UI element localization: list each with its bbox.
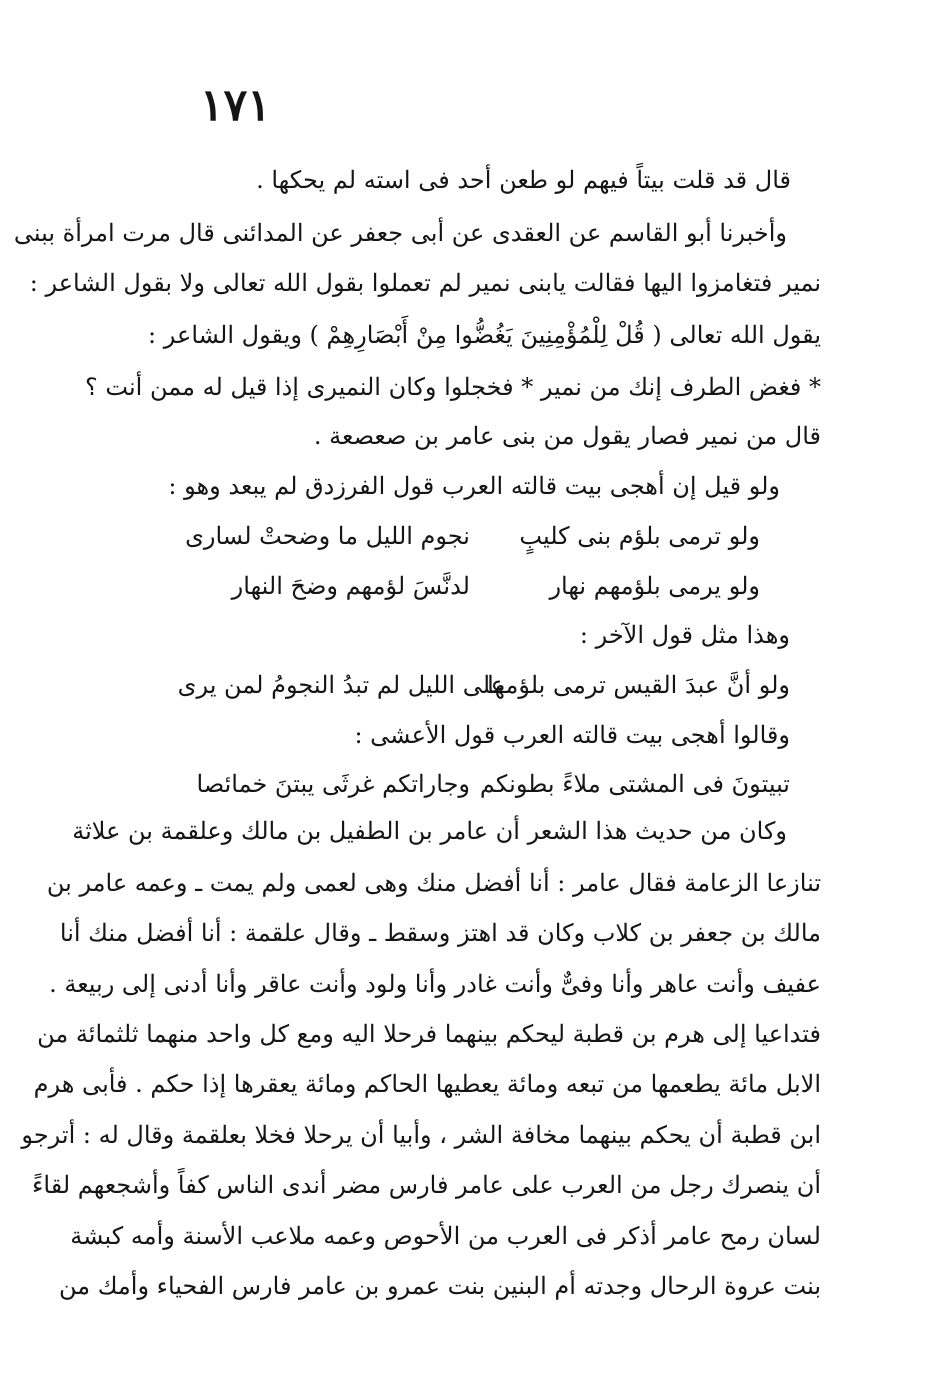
verse-3-first-hemistich: ولو أنَّ عبدَ القيس ترمى بلؤمها xyxy=(487,671,790,699)
text-line-2: وأخبرنا أبو القاسم عن العقدى عن أبى جعفر عن المدائنى قال مرت امرأة ببنى xyxy=(13,219,787,247)
verse-2 xyxy=(225,568,760,604)
verse-1-second-hemistich: نجوم الليل ما وضحتْ لسارى xyxy=(185,522,470,550)
verse-3-second-hemistich: على الليل لم تبدُ النجومُ لمن يرى xyxy=(177,671,505,699)
text-line-16: تنازعا الزعامة فقال عامر : أنا أفضل منك وهى لعمى ولم يمت ـ وعمه عامر بن xyxy=(46,869,821,897)
verse-2-second-hemistich: لدنَّسَ لؤمهم وضحَ النهار xyxy=(231,572,470,600)
text-line-3: نمير فتغامزوا اليها فقالت يابنى نمير لم تعملوا بقول الله تعالى ولا بقول الشاعر : xyxy=(29,269,821,297)
text-line-22: أن ينصرك رجل من العرب على عامر فارس مضر أندى الناس كفاً وأشجعهم لقاءً xyxy=(32,1171,821,1199)
text-line-20: الابل مائة يطعمها من تبعه ومائة يعطيها الحاكم ومائة يعقرها إذا حكم . فأبى هرم xyxy=(33,1070,821,1098)
text-line-1: قال قد قلت بيتاً فيهم لو طعن أحد فى استه لم يحكها . xyxy=(256,166,791,194)
verse-1 xyxy=(185,518,760,554)
verse-2-first-hemistich: ولو يرمى بلؤمهم نهار xyxy=(549,572,760,600)
text-line-18: عفيف وأنت عاهر وأنا وفىٌّ وأنت غادر وأنا ولود وأنت عاقر وأنا أدنى إلى ربيعة . xyxy=(49,970,821,998)
verse-4-first-hemistich: تبيتونَ فى المشتى ملاءً بطونكم xyxy=(479,770,790,798)
text-line-19: فتداعيا إلى هرم بن قطبة ليحكم بينهما فرحلا اليه ومع كل واحد منهما ثلثمائة من xyxy=(37,1020,821,1048)
text-line-11: وهذا مثل قول الآخر : xyxy=(579,621,790,649)
text-line-6: قال من نمير فصار يقول من بنى عامر بن صعصعة . xyxy=(313,422,821,450)
verse-1-first-hemistich: ولو ترمى بلؤم بنى كليبٍ xyxy=(519,522,760,550)
text-line-15: وكان من حديث هذا الشعر أن عامر بن الطفيل بن مالك وعلقمة بن علاثة xyxy=(72,817,787,845)
text-line-23: لسان رمح عامر أذكر فى العرب من الأحوص وعمه ملاعب الأسنة وأمه كبشة xyxy=(70,1222,821,1250)
verse-3 xyxy=(177,667,790,703)
text-line-4: يقول الله تعالى ( قُلْ لِلْمُؤْمِنِينَ يَغُضُّوا مِنْ أَبْصَارِهِمْ ) ويقول الشاعر : xyxy=(148,321,821,349)
verse-4-second-hemistich: وجاراتكم غرثَى يبتنَ خمائصا xyxy=(196,770,470,798)
text-line-13: وقالوا أهجى بيت قالته العرب قول الأعشى : xyxy=(354,721,790,749)
verse-4 xyxy=(185,766,790,802)
text-line-17: مالك بن جعفر بن كلاب وكان قد اهتز وسقط ـ وقال علقمة : أنا أفضل منك أنا xyxy=(59,919,821,947)
text-line-24: بنت عروة الرحال وجدته أم البنين بنت عمرو بن عامر فارس الفحياء وأمك من xyxy=(58,1272,821,1300)
text-line-5: * فغض الطرف إنك من نمير * فخجلوا وكان النميرى إذا قيل له ممن أنت ؟ xyxy=(85,373,821,401)
text-line-7: ولو قيل إن أهجى بيت قالته العرب قول الفرزدق لم يبعد وهو : xyxy=(168,472,780,500)
text-line-21: ابن قطبة أن يحكم بينهما مخافة الشر ، وأبيا أن يرحلا فخلا بعلقمة وقال له : أترجو xyxy=(21,1121,821,1149)
page-number: ١٧١ xyxy=(200,80,271,131)
